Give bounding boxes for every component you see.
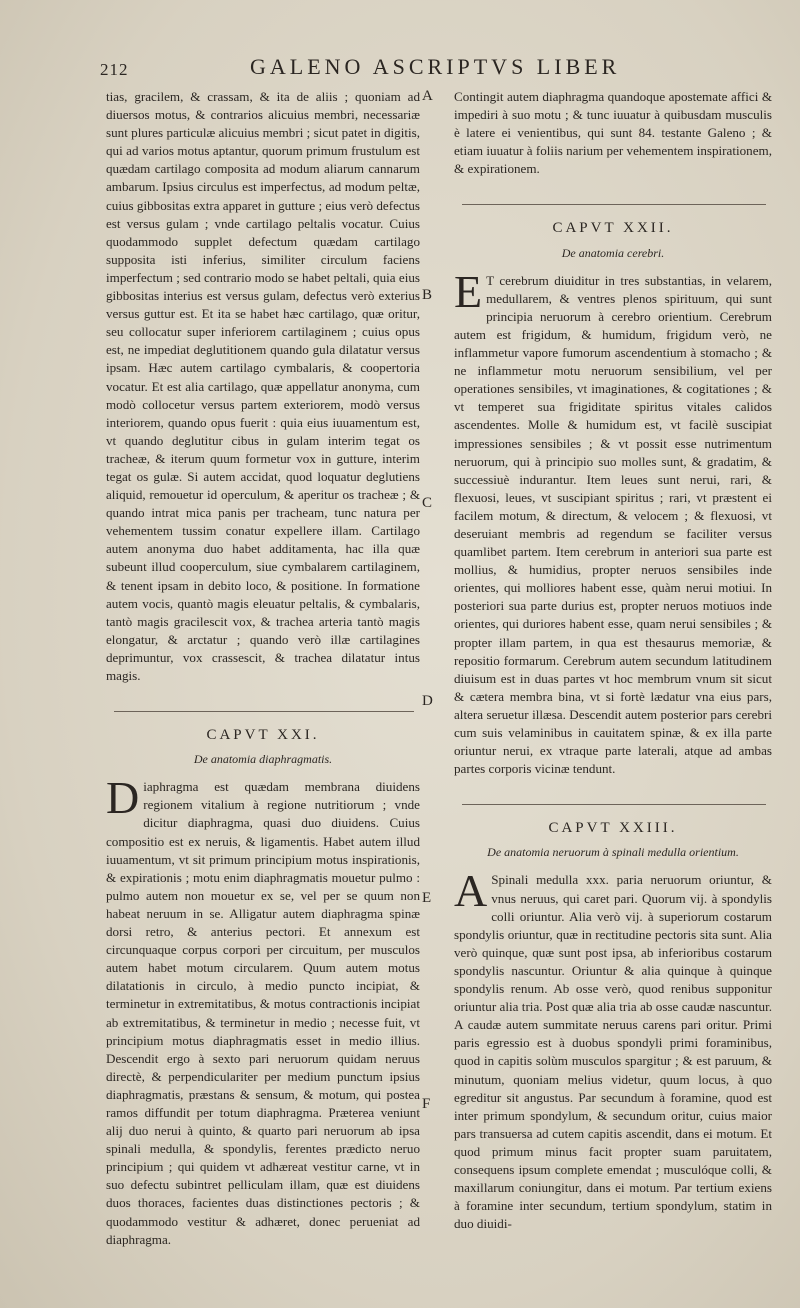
right-column <box>454 88 772 1233</box>
chapter-22-body <box>454 265 772 779</box>
folio-number: 212 <box>100 60 129 79</box>
chapter-22-title: CAPVT XXII. <box>552 220 674 237</box>
chapter-23-title: CAPVT XXIII. <box>548 820 678 837</box>
chapter-21-text: iaphragma est quædam membrana diuidens regionem vitalium à regione nutritiorum ; vnde dicitur diaphragma, quasi duo diuidens. Cuius compositio est ex neruis, & ligamentis. Habet autem illud iuuamentum, vt sit primum principium motus inspirationis, & expirationis ; motu enim diaphragmatis mouetur pulmo : pulmo autem non mouetur ex se, vel per se quum non habeat neruum in se. Alligatur autem diaphragma spinæ dorsi retro, & anterius pectori. Et annexum est circunquaque corpus corpori per circuitum, per musculos autem habet motum circularem. Quum autem motus dilatationis in circulo, à medio puncto incipiat, & terminetur in extremitatibus, & motus contractionis incipiat ab extremitatibus, & terminetur in medio ; necesse fuit, vt principium motus diaphragmatis esset in medio illius. Descendit ergo à sexto pari neruorum quidam neruus directè, & perpendiculariter per medium punctum ipsius diaphragmatis, præstans & sensum, & motum, qui postea ramos diffundit per totum diaphragma. Præterea veniunt alij duo nerui à quinto, & quarto pari neruorum ab ipsa spinali medulla, & spondylis, ferentes prædicto neruo principium ; qui quidem vt adhæreat vestitur carne, vt in suo defectu subintret pelliculam illam, quæ est diuidens duos thoraces, facientes duas distinctiones pectoris ; & quodammodo vestitur & adhæret, donec perueniat ad diaphragma. <box>106 779 420 1247</box>
margin-letter-d: D <box>422 693 433 709</box>
margin-letter-a: A <box>422 88 433 104</box>
section-divider <box>462 804 766 805</box>
section-divider <box>462 204 766 205</box>
chapter-23-subtitle: De anatomia neruorum à spinali medulla orientium. <box>487 845 739 860</box>
chapter-21-body <box>106 772 420 1248</box>
chapter-23-text: Spinali medulla xxx. paria neruorum oriuntur, & vnus neruus, qui caret pari. Quorum vij. à spondylis colli oriuntur. Alia verò vij. à superiorum costarum spondylis oriuntur, quæ in rectitudine pectoris sita sunt. Alia verò quinque, quæ sunt post ipsa, ab inferioribus costarum spondylis nascuntur. Oriuntur & alia quinque à quinque spondylis renum. Ab osse verò, quod renibus supponitur oriuntur alia tria. Post quæ alia tria ab osse caudæ nascuntur. A caudæ autem summitate neruus carens pari oritur. Primi paris egressio est à duobus spondyli primi foraminibus, quod in capitis solùm musculos spargitur ; & est paruum, & minutum, quoniam melius videtur, quum locus, à quo egreditur sit angustus. Par secundum à foramine, quod est inter primum spondylum, & secundum oritur, cuius maior pars transuersa ad cutem capitis ascendit, dans ei motum. Et quod primum minus facit propter suam paruitatem, consequens ipsum complete emendat ; musculóque colli, & maxillarum coniungitur, dans ei motum. Par tertium exiens à foramine inter secundum, tertium spondylum, statim in duo diuidi- <box>454 872 772 1232</box>
chapter-21-title: CAPVT XXI. <box>206 727 320 744</box>
dropcap-d: D <box>106 772 140 824</box>
chapter-22-text: T cerebrum diuiditur in tres substantias, in velarem, medullarem, & ventres plenos spirituum, qui sunt principia neruorum à cerebro orientium. Cerebrum autem est frigidum, & humidum, frigidum verò, ne inflammetur vapore fumorum ascendentium à stomacho ; & ne inflammetur motu neruorum sensibilium, vel per operationes sensibiles, vt imaginationes, & cogitationes ; & vt temperet sua frigiditate spiritus vitales calidos ascendentes. Molle & humidum est, vt facilè suscipiat impressiones sensibiles ; & vt possit esse nutrimentum neruorum, qui à principio suo molles sunt, & gradatim, & successiuè indurantur. Item leues sunt nerui, rari, & flexuosi, leues, vt suscipiant spiritus ; rari, vt præstent ei facilem motum, & directum, & velocem ; & flexuosi, vt deseruiant membris ad regendum se faciliter versus quamlibet partem. Item cerebrum in anteriori sua parte est mollius, & humidius, propter neruos sensibiles inde orientes, qui molliores habent esse, quàm nerui motiui. In posteriori sua parte durius est, propter neruos motiuos inde orientes, qui duriores habent esse, quam nerui sensibiles ; & propter illam partem, in qua est thesaurus memoriæ, & repositio formarum. Cerebrum autem secundum latitudinem diuisum est in duas partes vt hoc membrum vnum sit sicut & cætera membra bina, vt si fortè lædatur vna eius pars, altera seruetur illæsa. Descendit autem posterior pars cerebri cum suis velaminibus in cauitatem spinæ, & ex illa parte oriuntur nerui, ex vtraque parte laterali, atque ad ambas partes corporis vicinæ tendunt. <box>454 272 772 777</box>
left-intro-paragraph: tias, gracilem, & crassam, & ita de aliis ; quoniam ad diuersos motus, & contrarios alicuius membri, necessariæ sunt plures particulæ alicuius membri ; sicut patet in digitis, qui ad varios motus aptantur, quorum primum frustulum est quædam cartilago composita ad modum aliarum cannarum ambarum. Ipsius circulus est imperfectus, ad modum peltæ, cuius gibbositas extra apparet in gutture ; eius verò defectus est versus gulam ; vnde cartilago peltalis vocatur. Cuius quodammodo supplet defectum quædam cartilago supposita isti inferius, similiter circulum faciens imperfectum ; sed contrario modo se habet peltali, quia eius gibbositas interius est versus gulam, defectus verò exterius versus guttur est. Et ita se habet hæc cartilago, quæ oritur, seu collocatur super inferiorem cartilaginem ; cuius opus est, ne impediat deglutitionem quando gula dilatatur versus ipsam. Hæc autem cartilago cymbalaris, & coopertoria vocatur. Et est alia cartilago, quæ appellatur anonyma, cum modò collocetur versus partem exteriorem, modò versus interiorem, quando opus fuerit : quia eius iuuamentum est, vt quando deglutitur cibus in gulam interim tegat os tracheæ, & iterum quum formetur vox in gutture, interim tegat os gulæ. Si autem accidat, quod loquatur deglutiens aliquid, remouetur id operculum, & aperitur os tracheæ ; & quando intrat mica panis per tracheam, tunc natura per vehementem tussim conatur expellere illam. Cartilago autem anonyma duo habet additamenta, hac illa quæ subeunt illud cooperculum, siue cymbalarem cartilaginem, & tenent ipsam in debito loco, & positione. In formatione autem vocis, quantò magis eleuatur peltalis, & cymbalaris, tantò magis gracilescit vox, & trachea arteria tantò magis elongatur, & arctatur ; quando verò illæ cartilagines deprimuntur, vox crassescit, & trachea dilatatur intus magis. <box>106 89 420 683</box>
chapter-22-subtitle: De anatomia cerebri. <box>561 245 665 260</box>
margin-letter-b: B <box>422 287 433 303</box>
dropcap-e: E <box>454 265 483 317</box>
chapter-21-subtitle: De anatomia diaphragmatis. <box>193 752 333 767</box>
margin-letter-e: E <box>422 890 432 906</box>
page-header <box>0 52 800 86</box>
right-intro-paragraph: Contingit autem diaphragma quandoque apostemate affici & impediri à suo motu ; & tunc iuuatur à quibusdam musculis è latere ei venientibus, qui sunt 84. testante Galeno ; & etiam iuuatur à foliis narium per vehementem inspirationem, & expirationem. <box>454 89 772 177</box>
dropcap-a: A <box>454 865 488 917</box>
margin-letter-f: F <box>422 1096 431 1112</box>
chapter-23-body <box>454 865 772 1233</box>
running-title: GALENO ASCRIPTVS LIBER <box>250 54 621 79</box>
margin-letter-c: C <box>422 495 433 511</box>
section-divider <box>114 711 414 712</box>
left-column <box>106 88 420 1249</box>
